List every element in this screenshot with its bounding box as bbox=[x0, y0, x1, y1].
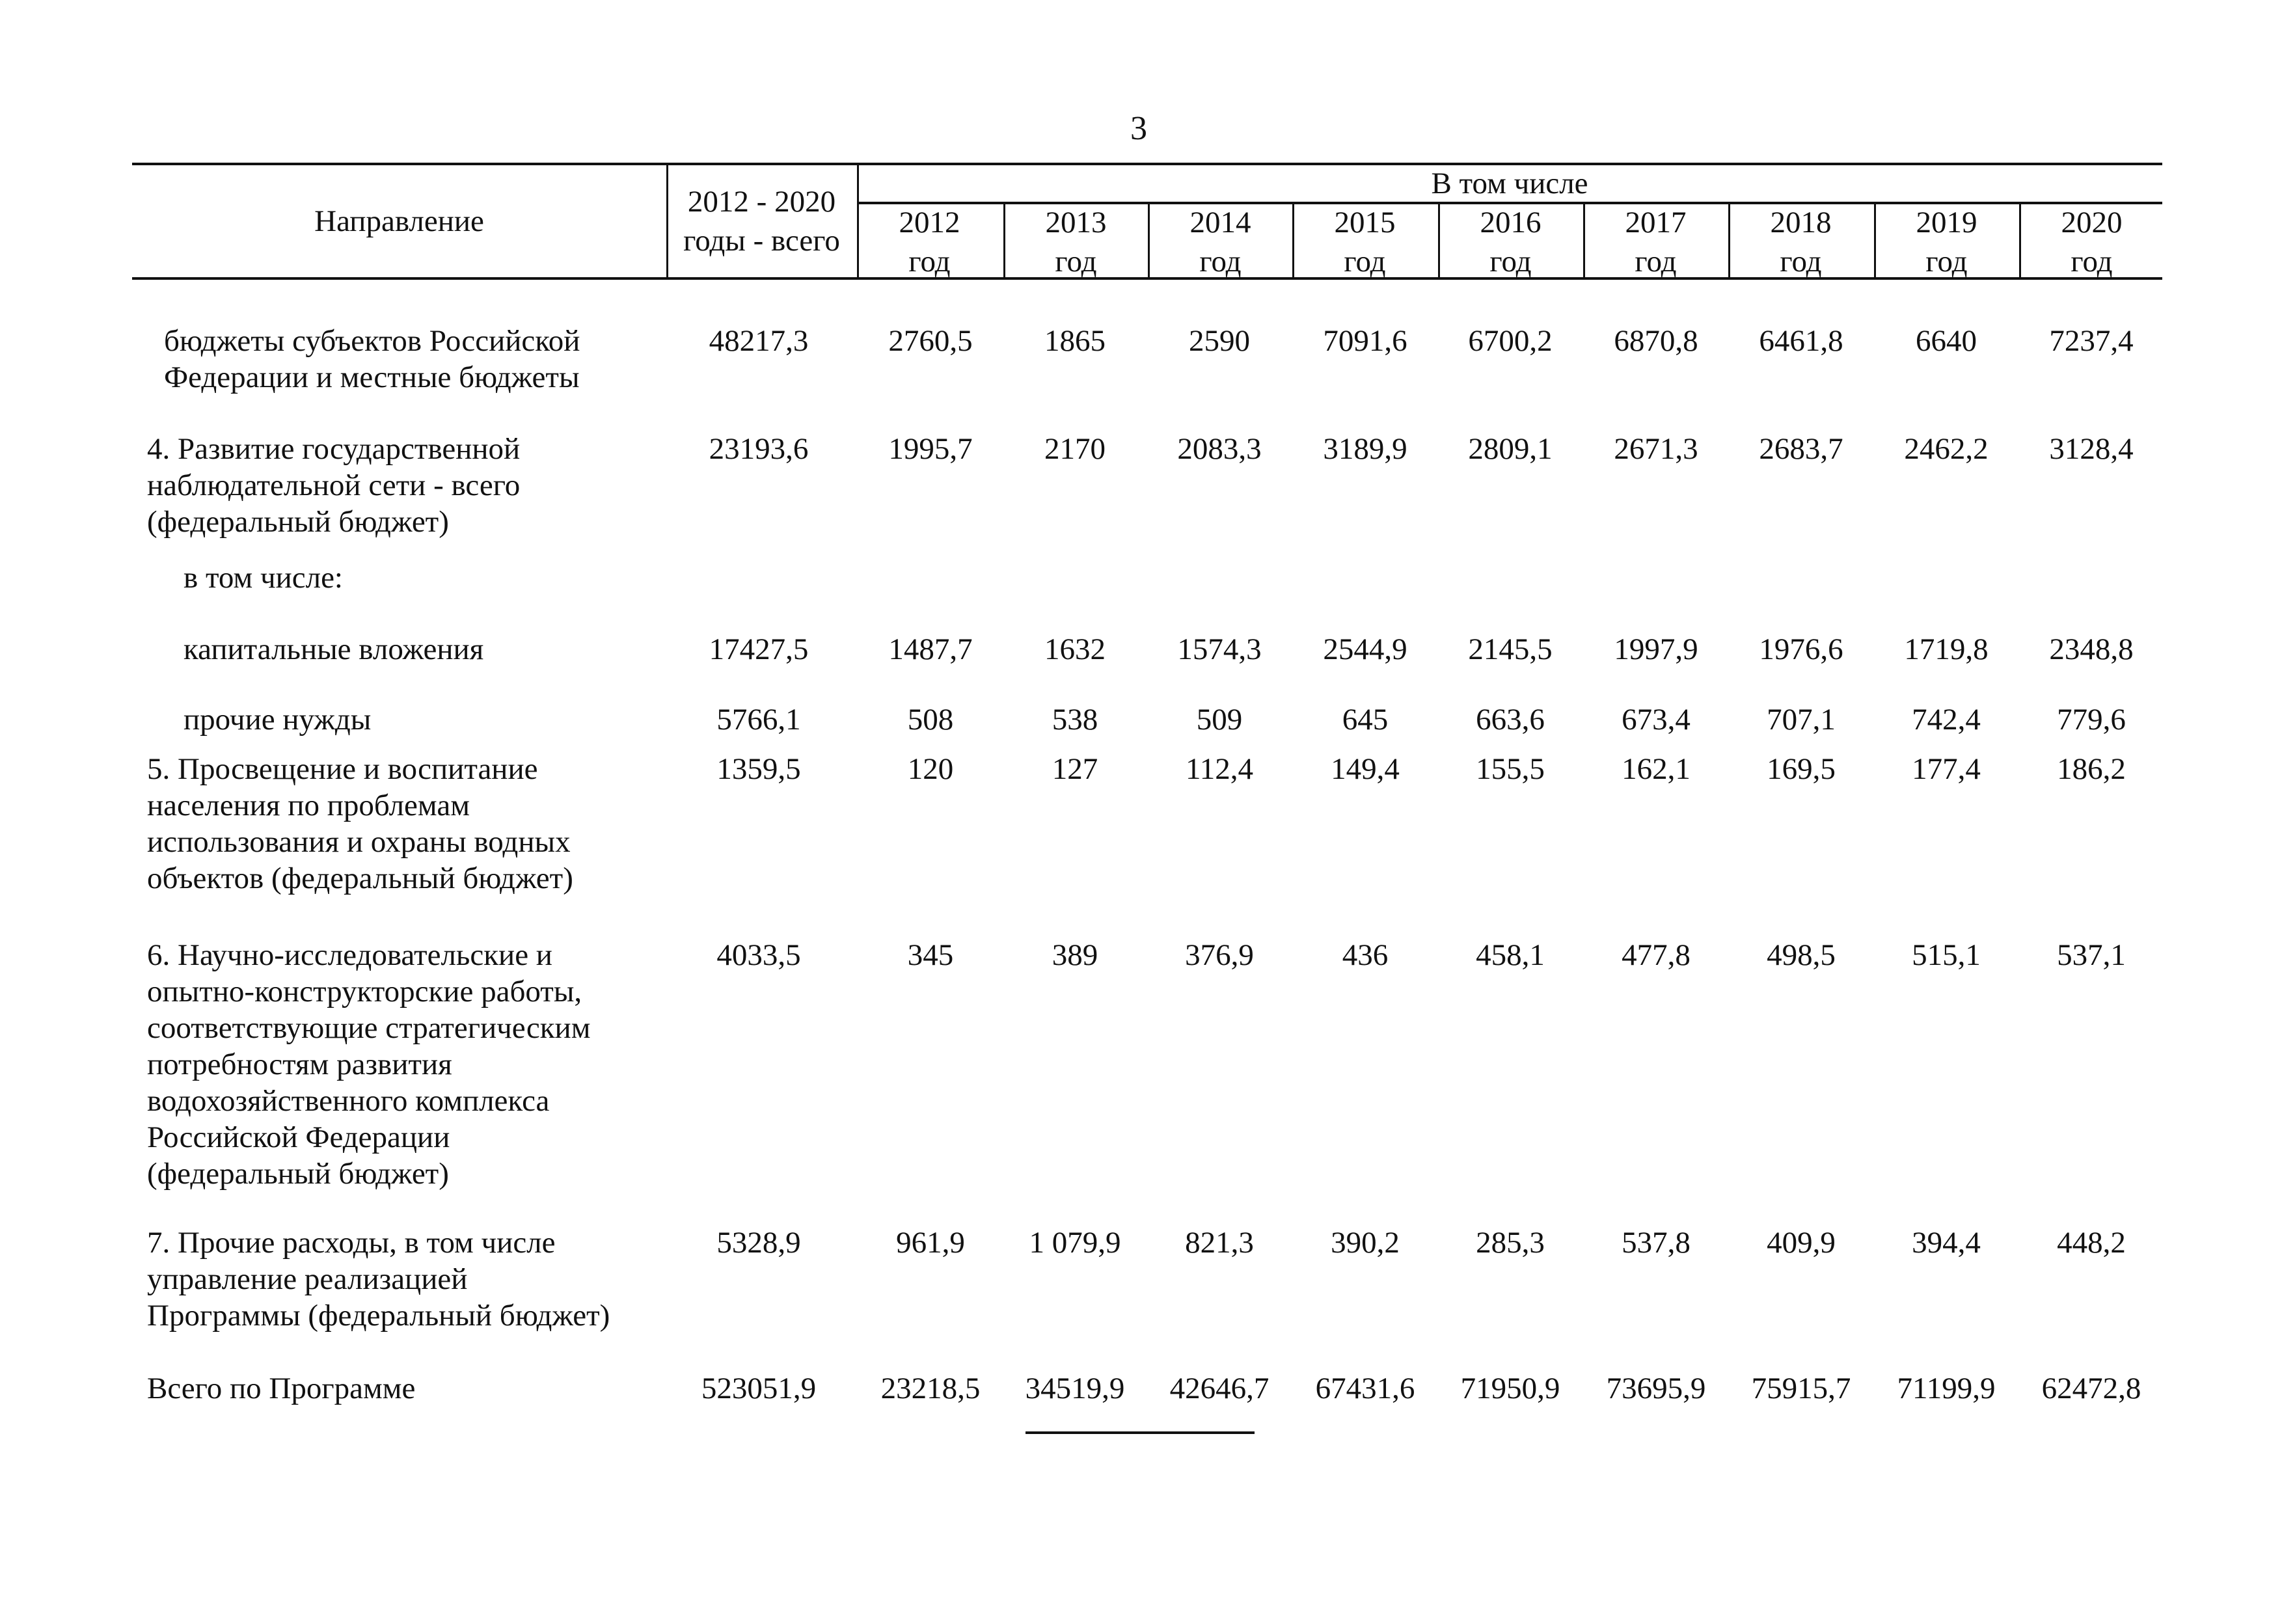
year-value: 23218,5 bbox=[880, 1372, 981, 1405]
column-divider bbox=[1148, 203, 1150, 278]
year-value: 2170 bbox=[1044, 432, 1106, 466]
total-value: 523051,9 bbox=[701, 1372, 817, 1405]
year-value: 1976,6 bbox=[1759, 632, 1843, 666]
year-value: 498,5 bbox=[1767, 938, 1836, 972]
header-year-unit: год bbox=[1780, 245, 1822, 278]
direction-text: прочие нужды bbox=[183, 703, 372, 737]
year-value: 1632 bbox=[1044, 632, 1106, 666]
header-year: 2018 bbox=[1770, 206, 1832, 239]
year-value: 6700,2 bbox=[1468, 324, 1553, 358]
direction-text: 5. Просвещение и воспитание bbox=[147, 752, 538, 786]
year-value: 6640 bbox=[1916, 324, 1977, 358]
total-value: 5328,9 bbox=[716, 1226, 801, 1260]
column-divider bbox=[1583, 203, 1585, 278]
header-year: 2015 bbox=[1334, 206, 1396, 239]
column-divider bbox=[1438, 203, 1440, 278]
total-value: 48217,3 bbox=[709, 324, 809, 358]
direction-text: населения по проблемам bbox=[147, 789, 470, 822]
year-value: 2083,3 bbox=[1177, 432, 1262, 466]
year-value: 169,5 bbox=[1767, 752, 1836, 786]
direction-text: Всего по Программе bbox=[147, 1372, 416, 1405]
year-value: 2462,2 bbox=[1904, 432, 1989, 466]
year-value: 186,2 bbox=[2057, 752, 2126, 786]
year-value: 515,1 bbox=[1912, 938, 1981, 972]
year-value: 73695,9 bbox=[1606, 1372, 1706, 1405]
header-year: 2012 bbox=[899, 206, 960, 239]
direction-text: наблюдательной сети - всего bbox=[147, 468, 521, 502]
year-value: 112,4 bbox=[1185, 752, 1253, 786]
column-divider bbox=[1728, 203, 1730, 278]
year-value: 3189,9 bbox=[1323, 432, 1407, 466]
total-value: 5766,1 bbox=[716, 703, 801, 737]
header-year-unit: год bbox=[1635, 245, 1677, 278]
header-total-line1: 2012 - 2020 bbox=[687, 185, 836, 219]
year-value: 2348,8 bbox=[2049, 632, 2134, 666]
header-year-unit: год bbox=[908, 245, 951, 278]
header-direction: Направление bbox=[314, 204, 484, 238]
year-value: 742,4 bbox=[1912, 703, 1981, 737]
direction-text: Программы (федеральный бюджет) bbox=[147, 1299, 610, 1333]
year-value: 345 bbox=[907, 938, 954, 972]
year-value: 3128,4 bbox=[2049, 432, 2134, 466]
header-including: В том числе bbox=[1431, 167, 1588, 200]
header-year: 2020 bbox=[2061, 206, 2123, 239]
header-year-unit: год bbox=[1055, 245, 1097, 278]
total-value: 23193,6 bbox=[709, 432, 809, 466]
direction-text: бюджеты субъектов Российской bbox=[164, 324, 580, 358]
header-year-unit: год bbox=[1199, 245, 1242, 278]
year-value: 1865 bbox=[1044, 324, 1106, 358]
year-value: 2809,1 bbox=[1468, 432, 1553, 466]
column-divider bbox=[2019, 203, 2021, 278]
year-value: 2760,5 bbox=[888, 324, 973, 358]
year-value: 779,6 bbox=[2057, 703, 2126, 737]
direction-text: капитальные вложения bbox=[183, 632, 484, 666]
header-year-unit: год bbox=[1489, 245, 1532, 278]
direction-text: 6. Научно-исследовательские и bbox=[147, 938, 552, 972]
year-value: 821,3 bbox=[1185, 1226, 1254, 1260]
direction-text: (федеральный бюджет) bbox=[147, 505, 449, 539]
total-value: 17427,5 bbox=[709, 632, 809, 666]
direction-text: Федерации и местные бюджеты bbox=[164, 360, 580, 394]
year-value: 1 079,9 bbox=[1029, 1226, 1121, 1260]
direction-text: использования и охраны водных bbox=[147, 825, 571, 859]
year-value: 2544,9 bbox=[1323, 632, 1407, 666]
year-value: 71950,9 bbox=[1460, 1372, 1560, 1405]
year-value: 2683,7 bbox=[1759, 432, 1843, 466]
year-value: 62472,8 bbox=[2041, 1372, 2141, 1405]
year-value: 6870,8 bbox=[1614, 324, 1698, 358]
year-value: 961,9 bbox=[896, 1226, 965, 1260]
year-value: 1719,8 bbox=[1904, 632, 1989, 666]
year-value: 120 bbox=[907, 752, 954, 786]
direction-text: опытно-конструкторские работы, bbox=[147, 975, 582, 1008]
direction-text: потребностям развития bbox=[147, 1048, 452, 1081]
direction-text: (федеральный бюджет) bbox=[147, 1157, 449, 1191]
header-year-unit: год bbox=[2071, 245, 2113, 278]
closing-rule bbox=[1026, 1431, 1255, 1434]
year-value: 663,6 bbox=[1476, 703, 1545, 737]
year-value: 2590 bbox=[1189, 324, 1250, 358]
year-value: 149,4 bbox=[1331, 752, 1400, 786]
year-value: 707,1 bbox=[1767, 703, 1836, 737]
direction-text: 4. Развитие государственной bbox=[147, 432, 521, 466]
year-value: 127 bbox=[1052, 752, 1098, 786]
direction-text: в том числе: bbox=[183, 561, 343, 595]
year-value: 673,4 bbox=[1622, 703, 1691, 737]
year-value: 71199,9 bbox=[1897, 1372, 1996, 1405]
year-value: 448,2 bbox=[2057, 1226, 2126, 1260]
year-value: 34519,9 bbox=[1025, 1372, 1125, 1405]
year-value: 2671,3 bbox=[1614, 432, 1698, 466]
header-year: 2017 bbox=[1625, 206, 1687, 239]
header-total-line2: годы - всего bbox=[683, 224, 840, 258]
year-value: 376,9 bbox=[1185, 938, 1254, 972]
direction-text: Российской Федерации bbox=[147, 1120, 450, 1154]
year-value: 508 bbox=[907, 703, 954, 737]
year-value: 285,3 bbox=[1476, 1226, 1545, 1260]
header-year: 2016 bbox=[1480, 206, 1542, 239]
direction-text: объектов (федеральный бюджет) bbox=[147, 861, 573, 895]
year-value: 538 bbox=[1052, 703, 1098, 737]
column-divider bbox=[666, 164, 668, 278]
year-value: 162,1 bbox=[1622, 752, 1691, 786]
year-value: 436 bbox=[1342, 938, 1389, 972]
year-value: 67431,6 bbox=[1315, 1372, 1415, 1405]
year-value: 1574,3 bbox=[1177, 632, 1262, 666]
year-value: 477,8 bbox=[1622, 938, 1691, 972]
year-value: 1487,7 bbox=[888, 632, 973, 666]
year-value: 155,5 bbox=[1476, 752, 1545, 786]
year-value: 409,9 bbox=[1767, 1226, 1836, 1260]
year-value: 394,4 bbox=[1912, 1226, 1981, 1260]
total-value: 1359,5 bbox=[716, 752, 801, 786]
year-value: 537,1 bbox=[2057, 938, 2126, 972]
column-divider bbox=[1874, 203, 1876, 278]
direction-text: управление реализацией bbox=[147, 1262, 468, 1296]
total-value: 4033,5 bbox=[716, 938, 801, 972]
column-divider bbox=[857, 164, 859, 278]
year-value: 7237,4 bbox=[2049, 324, 2134, 358]
direction-text: 7. Прочие расходы, в том числе bbox=[147, 1226, 556, 1260]
year-value: 75915,7 bbox=[1751, 1372, 1851, 1405]
column-divider bbox=[1292, 203, 1294, 278]
year-value: 6461,8 bbox=[1759, 324, 1843, 358]
header-year: 2013 bbox=[1045, 206, 1107, 239]
header-year: 2014 bbox=[1189, 206, 1251, 239]
year-value: 645 bbox=[1342, 703, 1389, 737]
year-value: 177,4 bbox=[1912, 752, 1981, 786]
year-value: 389 bbox=[1052, 938, 1098, 972]
year-value: 537,8 bbox=[1622, 1226, 1691, 1260]
year-value: 509 bbox=[1196, 703, 1243, 737]
column-divider bbox=[1003, 203, 1005, 278]
header-year-unit: год bbox=[1344, 245, 1386, 278]
year-value: 1995,7 bbox=[888, 432, 973, 466]
direction-text: водохозяйственного комплекса bbox=[147, 1084, 550, 1118]
year-value: 2145,5 bbox=[1468, 632, 1553, 666]
direction-text: соответствующие стратегическим bbox=[147, 1011, 591, 1045]
header-year-unit: год bbox=[1925, 245, 1968, 278]
year-value: 390,2 bbox=[1331, 1226, 1400, 1260]
year-value: 42646,7 bbox=[1169, 1372, 1270, 1405]
year-value: 7091,6 bbox=[1323, 324, 1407, 358]
header-year: 2019 bbox=[1916, 206, 1977, 239]
page-number: 3 bbox=[1130, 110, 1147, 147]
year-value: 458,1 bbox=[1476, 938, 1545, 972]
year-value: 1997,9 bbox=[1614, 632, 1698, 666]
